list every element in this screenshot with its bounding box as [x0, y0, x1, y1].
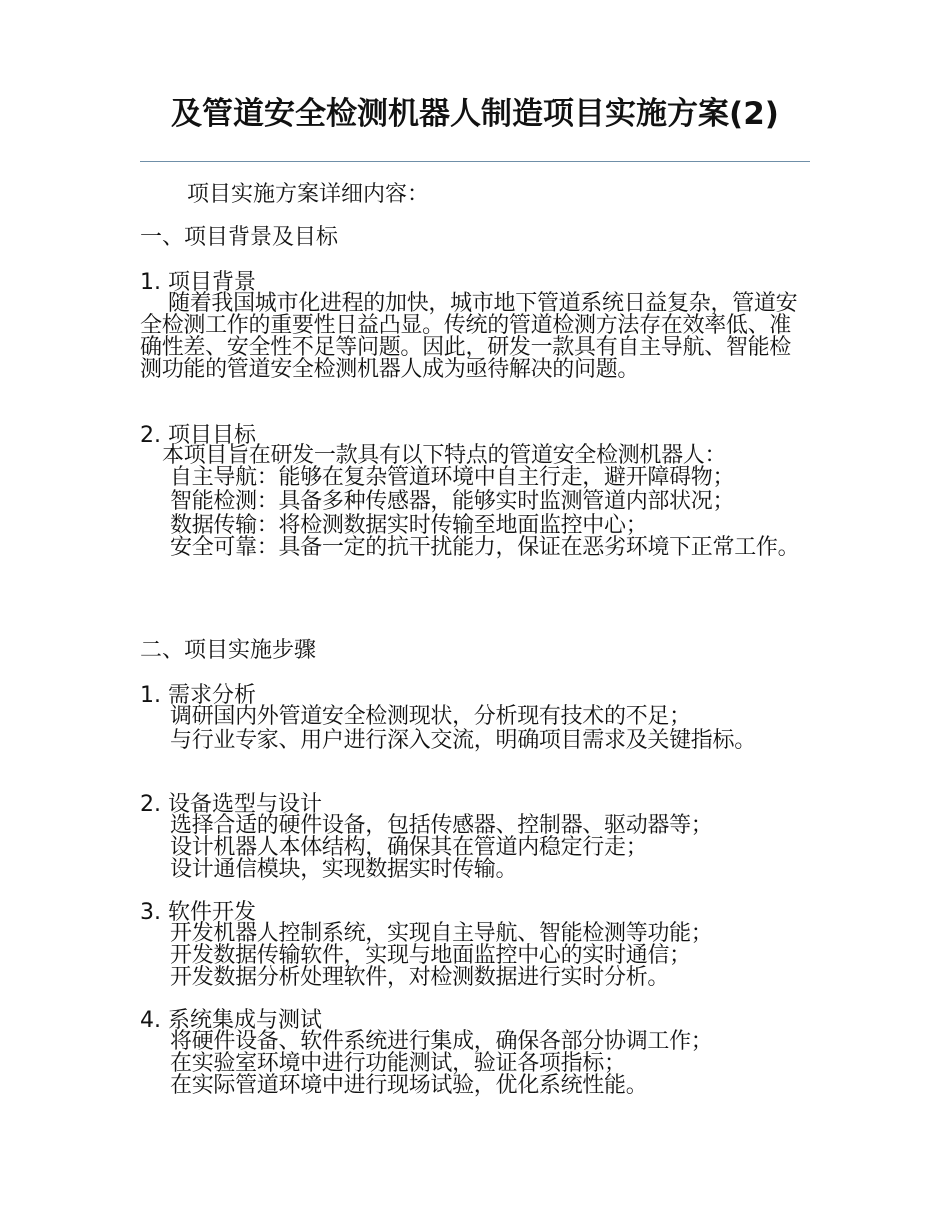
step-item: 选择合适的硬件设备，包括传感器、控制器、驱动器等；: [170, 813, 713, 838]
step-item: 在实验室环境中进行功能测试，验证各项指标；: [170, 1051, 626, 1076]
intro-text: 项目实施方案详细内容：: [187, 182, 430, 207]
goal-item: 自主导航：能够在复杂管道环境中自主行走，避开障碍物；: [170, 465, 735, 490]
step-heading: 4. 系统集成与测试: [140, 1008, 322, 1033]
subsection-heading-goals: 2. 项目目标: [140, 423, 256, 448]
step-item: 设计通信模块，实现数据实时传输。: [170, 857, 518, 882]
title-divider: [140, 161, 810, 162]
section-heading-background: 一、项目背景及目标: [140, 225, 339, 250]
step-items: [140, 706, 812, 752]
step-heading: 2. 设备选型与设计: [140, 792, 322, 817]
step-item: 开发数据分析处理软件，对检测数据进行实时分析。: [170, 965, 670, 990]
goal-item: 智能检测：具备多种传感器，能够实时监测管道内部状况；: [170, 489, 735, 514]
step-items: [140, 923, 812, 989]
step-item: 开发机器人控制系统，实现自主导航、智能检测等功能；: [170, 921, 713, 946]
step-item: 调研国内外管道安全检测现状，分析现有技术的不足；: [170, 704, 691, 729]
goal-item: 安全可靠：具备一定的抗干扰能力，保证在恶劣环境下正常工作。: [170, 535, 800, 560]
background-paragraph: 随着我国城市化进程的加快，城市地下管道系统日益复杂，管道安全检测工作的重要性日益凸显。传统的管道检测方法存在效率低、准确性差、安全性不足等问题。因此，研发一款具有自主导航、智能检测功能的管道安全检测机器人成为亟待解决的问题。: [140, 291, 798, 382]
goal-item: 数据传输：将检测数据实时传输至地面监控中心；: [170, 513, 648, 538]
subsection-heading-background: 1. 项目背景: [140, 270, 256, 295]
document-title: 及管道安全检测机器人制造项目实施方案(2): [171, 96, 779, 132]
step-item: 在实际管道环境中进行现场试验，优化系统性能。: [170, 1073, 648, 1098]
step-items: [140, 1031, 812, 1097]
section-heading-steps: 二、项目实施步骤: [140, 638, 317, 663]
step-item: 将硬件设备、软件系统进行集成，确保各部分协调工作；: [170, 1029, 713, 1054]
goals-lead: 本项目旨在研发一款具有以下特点的管道安全检测机器人：: [162, 443, 727, 468]
step-heading: 3. 软件开发: [140, 900, 256, 925]
goals-list: [140, 445, 812, 559]
step-item: 与行业专家、用户进行深入交流，明确项目需求及关键指标。: [170, 728, 756, 753]
step-heading: 1. 需求分析: [140, 683, 256, 708]
step-item: 设计机器人本体结构，确保其在管道内稳定行走；: [170, 835, 648, 860]
step-item: 开发数据传输软件，实现与地面监控中心的实时通信；: [170, 943, 691, 968]
step-items: [140, 815, 812, 881]
